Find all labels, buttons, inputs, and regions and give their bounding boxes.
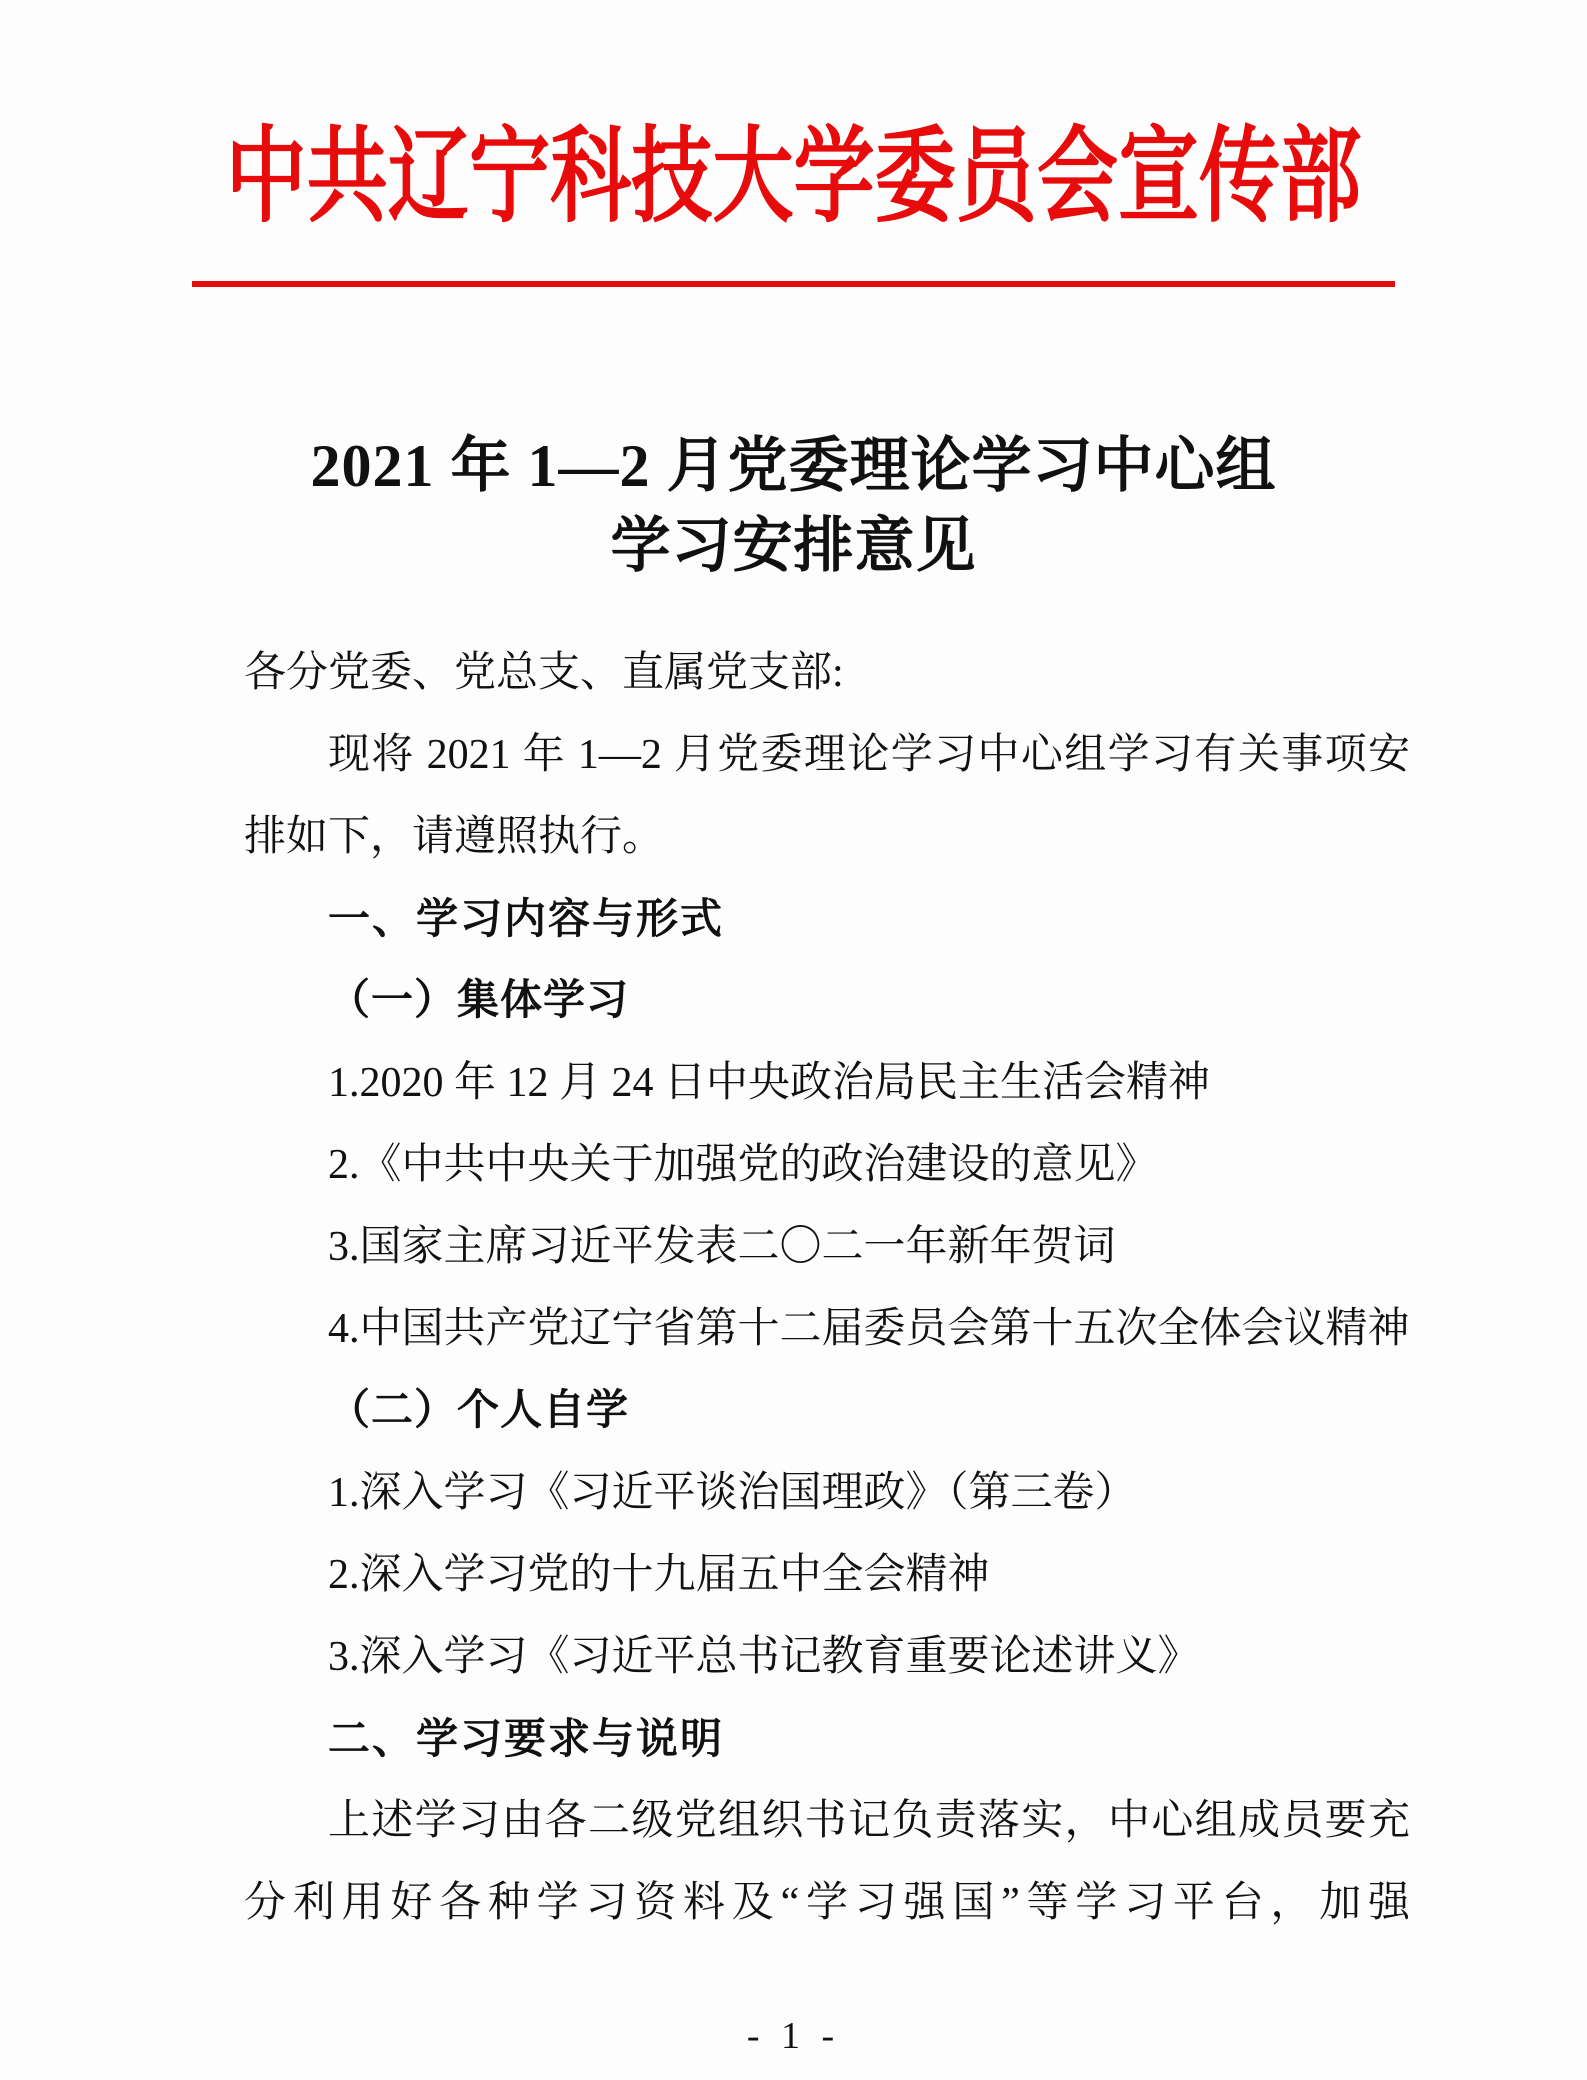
study-item: 2.深入学习党的十九届五中全会精神 [328, 1552, 990, 1598]
document-title [192, 426, 1395, 586]
study-item: 4.中国共产党辽宁省第十二届委员会第十五次全体会议精神 [328, 1306, 1410, 1352]
letterhead [0, 0, 1587, 287]
letterhead-rule [192, 281, 1395, 287]
study-item: 1.2020 年 12 月 24 日中央政治局民主生活会精神 [328, 1060, 1211, 1106]
letterhead-org-name: 中共辽宁科技大学委员会宣传部 [225, 120, 1362, 235]
study-item: 2.《中共中央关于加强党的政治建设的意见》 [328, 1142, 1158, 1188]
intro-paragraph: 现将 2021 年 1—2 月党委理论学习中心组学习有关事项安排如下，请遵照执行。 [244, 732, 1410, 860]
section-heading-study-content: 一、学习内容与形式 [328, 895, 725, 942]
salutation: 各分党委、党总支、直属党支部: [244, 650, 844, 696]
subsection-heading-self-study: （二）个人自学 [328, 1388, 630, 1434]
study-item: 3.国家主席习近平发表二〇二一年新年贺词 [328, 1224, 1116, 1270]
requirements-paragraph: 上述学习由各二级党组织书记负责落实，中心组成员要充分利用好各种学习资料及“学习强国”等学习平台，加强 [244, 1798, 1410, 1926]
document-body [244, 632, 1410, 1944]
document-title-line2: 学习安排意见 [610, 513, 977, 579]
section-heading-study-requirements: 二、学习要求与说明 [328, 1715, 725, 1762]
subsection-heading-collective-study: （一）集体学习 [328, 978, 630, 1024]
document-title-line1: 2021 年 1—2 月党委理论学习中心组 [310, 433, 1277, 499]
page-number: - 1 - [746, 2015, 841, 2057]
study-item: 1.深入学习《习近平谈治国理政》（第三卷） [328, 1470, 1137, 1516]
study-item: 3.深入学习《习近平总书记教育重要论述讲义》 [328, 1634, 1200, 1680]
